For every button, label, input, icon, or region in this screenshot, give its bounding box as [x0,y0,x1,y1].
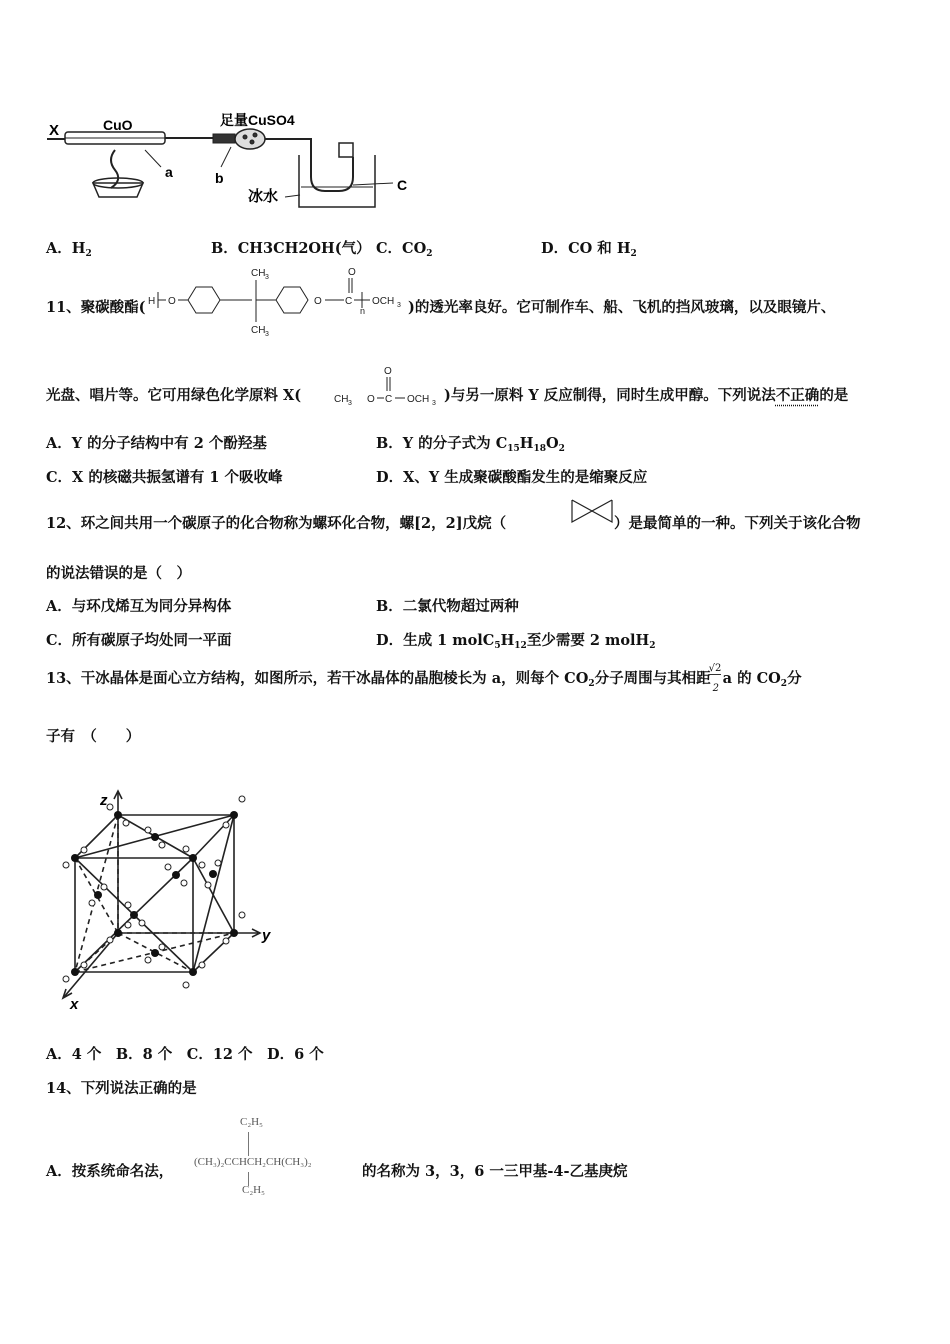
q12-stem-line1-end: ）是最简单的一种。下列关于该化合物 [614,515,861,532]
emphasis-text: 不正确 [775,387,820,404]
q10-option-a[interactable]: A．$H_2$ [46,240,92,259]
svg-text:CH: CH [251,325,266,336]
q12-stem-line2: 的说法错误的是（ ） [46,565,191,582]
fraction: $\frac{√2}{2}$ [708,663,722,694]
q13-stem-line2: 子有 （ ） [46,728,141,745]
svg-text:3: 3 [397,302,401,309]
q11-option-b[interactable]: B．Y 的分子式为 $C_{15}H_{18}O_2$ [376,435,565,454]
q12-option-c[interactable]: C．所有碳原子均处同一平面 [46,632,232,649]
u-tube-beaker [285,139,393,207]
question-number: 12、 [46,515,81,532]
svg-text:C: C [385,394,393,405]
drying-tube [213,129,295,167]
svg-text:O: O [367,394,375,405]
q14-option-a-end: 的名称为 3，3，6 一三甲基-4-乙基庚烷 [362,1163,628,1180]
question-number: 13、 [46,670,81,687]
q11-option-d[interactable]: D．X、Y 生成聚碳酸酯发生的是缩聚反应 [376,469,648,486]
svg-text:CH: CH [251,268,266,279]
svg-text:C: C [345,296,353,307]
dry-ice-unit-cell [58,785,280,1010]
q10-option-d[interactable]: D．CO 和 $H_2$ [541,240,637,259]
axis-x-label: x [70,996,79,1010]
label-x: X [49,122,60,139]
q12-option-d[interactable]: D．生成 1 $molC_5H_{12}$至少需要 2 molH$_2$ [376,632,656,651]
q11-stem-line1: 11、聚碳酸酯( [46,299,146,316]
svg-text:3: 3 [265,331,269,336]
svg-text:H: H [148,296,156,307]
q14-structure: C₂H₅ (CH₃)₂CCHCH₂CH(CH₃)₂ C₂H₅ [194,1116,312,1196]
q11-stem-line2-end: )与另一原料 Y 反应制得，同时生成甲醇。下列说法不正确的是 [444,387,849,404]
label-ice-water: 冰水 [248,188,279,205]
q12-option-b[interactable]: B．二氯代物超过两种 [376,598,519,615]
dimethyl-carbonate-structure [332,364,444,408]
label-a: a [165,164,173,180]
q10-option-b[interactable]: B．CH3CH2OH(气） [211,240,371,257]
combustion-tube [47,132,215,197]
svg-text:CH: CH [334,394,349,405]
question-number: 11、 [46,299,81,316]
spiropentane-structure [570,498,614,524]
q14-option-a-label[interactable]: A．按系统命名法， [46,1163,174,1180]
q11-option-a[interactable]: A．Y 的分子结构中有 2 个酚羟基 [46,435,267,452]
svg-text:3: 3 [265,274,269,281]
question-number: 14、 [46,1080,81,1097]
label-c: C [397,177,408,193]
q11-option-c[interactable]: C．X 的核磁共振氢谱有 1 个吸收峰 [46,469,283,486]
apparatus-diagram [45,105,425,217]
svg-text:3: 3 [432,400,436,407]
axis-y-label: y [262,927,271,944]
svg-text:O: O [348,267,356,278]
q10-option-c[interactable]: C．$CO_2$ [376,240,433,259]
svg-text:3: 3 [348,400,352,407]
svg-text:O: O [384,366,392,377]
q13-stem-line1: 13、干冰晶体是面心立方结构，如图所示，若干冰晶体的晶胞棱长为 a，则每个 $CO_2$分子周围与其相距 $\frac{√2}{2}$ a 的 $CO_2$分 [46,663,802,694]
label-cuo: CuO [103,117,133,133]
label-cuso4: 足量CuSO4 [220,112,295,128]
svg-text:OCH: OCH [372,296,395,307]
q12-stem-line1: 12、环之间共用一个碳原子的化合物称为螺环化合物，螺[2，2]戊烷（ [46,515,507,532]
q11-stem-line1-end: )的透光率良好。它可制作车、船、飞机的挡风玻璃，以及眼镜片、 [408,299,836,316]
axis-z-label: z [100,792,108,809]
svg-text:n: n [360,306,366,316]
q12-option-a[interactable]: A．与环戊烯互为同分异构体 [46,598,232,615]
q14-stem: 14、下列说法正确的是 [46,1080,197,1097]
svg-text:OCH: OCH [407,394,430,405]
svg-text:O: O [314,296,322,307]
q13-options[interactable]: A．4 个 B．8 个 C．12 个 D．6 个 [46,1046,324,1063]
label-b: b [215,170,224,186]
svg-text:O: O [168,296,176,307]
q11-stem-line2: 光盘、唱片等。它可用绿色化学原料 X( [46,387,302,404]
polycarbonate-structure [148,262,408,336]
